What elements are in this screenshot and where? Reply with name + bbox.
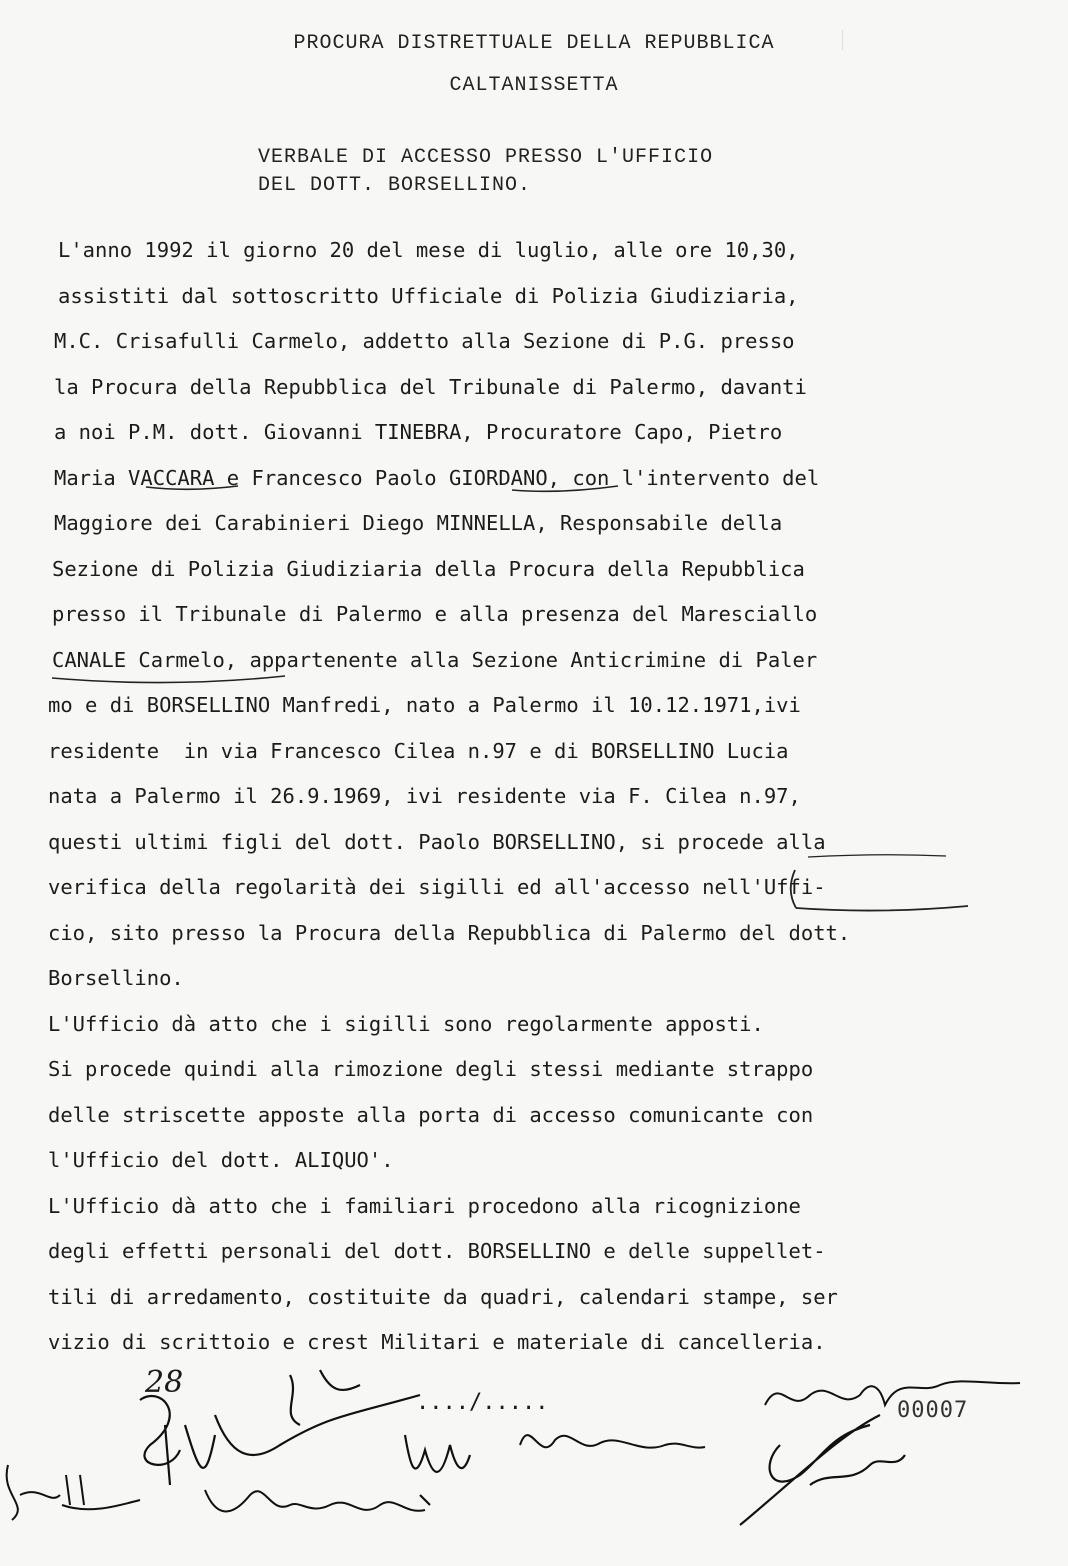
- body-line: questi ultimi figli del dott. Paolo BORSELLINO, si procede alla: [48, 829, 826, 854]
- body-line: degli effetti personali del dott. BORSELLINO e delle suppellet-: [48, 1239, 826, 1263]
- body-line: L'anno 1992 il giorno 20 del mese di luglio, alle ore 10,30,: [58, 238, 799, 262]
- body-line: assistiti dal sottoscritto Ufficiale di Polizia Giudiziaria,: [58, 283, 799, 308]
- document-subject: [258, 144, 713, 200]
- page-number: 28: [145, 1365, 184, 1400]
- header-city: CALTANISSETTA: [449, 74, 619, 97]
- continuation-marker: ..../.....: [416, 1390, 549, 1415]
- body-line: vizio di scrittoio e crest Militari e materiale di cancelleria.: [48, 1330, 826, 1354]
- body-line: Borsellino.: [48, 966, 184, 990]
- document-body: [48, 228, 1008, 1366]
- subject-line-2: DEL DOTT. BORSELLINO.: [258, 174, 532, 197]
- body-line: l'Ufficio del dott. ALIQUO'.: [48, 1148, 394, 1172]
- subject-line-1: VERBALE DI ACCESSO PRESSO L'UFFICIO: [258, 146, 714, 169]
- body-line: delle striscette apposte alla porta di accesso comunicante con: [48, 1102, 814, 1127]
- header-office: PROCURA DISTRETTUALE DELLA REPUBBLICA: [293, 32, 775, 55]
- body-line: nata a Palermo il 26.9.1969, ivi residente via F. Cilea n.97,: [48, 784, 801, 808]
- body-line: Si procede quindi alla rimozione degli stessi mediante strappo: [48, 1057, 814, 1081]
- body-line: Maggiore dei Carabinieri Diego MINNELLA, Responsabile della: [54, 511, 783, 535]
- body-line: Sezione di Polizia Giudiziaria della Procura della Repubblica: [52, 556, 805, 581]
- body-line: la Procura della Repubblica del Tribunale di Palermo, davanti: [54, 374, 807, 399]
- body-line: M.C. Crisafulli Carmelo, addetto alla Sezione di P.G. presso: [54, 329, 795, 353]
- body-line: verifica della regolarità dei sigilli ed all'accesso nell'Uffi-: [48, 875, 826, 899]
- body-line: CANALE Carmelo, appartenente alla Sezione Anticrimine di Paler: [52, 647, 818, 672]
- body-line: L'Ufficio dà atto che i sigilli sono regolarmente apposti.: [48, 1011, 764, 1036]
- document-number: 00007: [897, 1398, 969, 1423]
- body-line: a noi P.M. dott. Giovanni TINEBRA, Procuratore Capo, Pietro: [54, 420, 783, 444]
- body-line: Maria VACCARA e Francesco Paolo GIORDANO, con l'intervento del: [54, 465, 820, 490]
- body-line: L'Ufficio dà atto che i familiari procedono alla ricognizione: [48, 1193, 801, 1218]
- body-line: tili di arredamento, costituite da quadri, calendari stampe, ser: [48, 1284, 838, 1309]
- body-line: presso il Tribunale di Palermo e alla presenza del Maresciallo: [52, 602, 818, 626]
- body-line: cio, sito presso la Procura della Repubblica di Palermo del dott.: [48, 920, 851, 945]
- signatures-area: [0, 1355, 1068, 1566]
- body-line: mo e di BORSELLINO Manfredi, nato a Palermo il 10.12.1971,ivi: [48, 693, 801, 717]
- body-line: residente in via Francesco Cilea n.97 e di BORSELLINO Lucia: [48, 738, 789, 763]
